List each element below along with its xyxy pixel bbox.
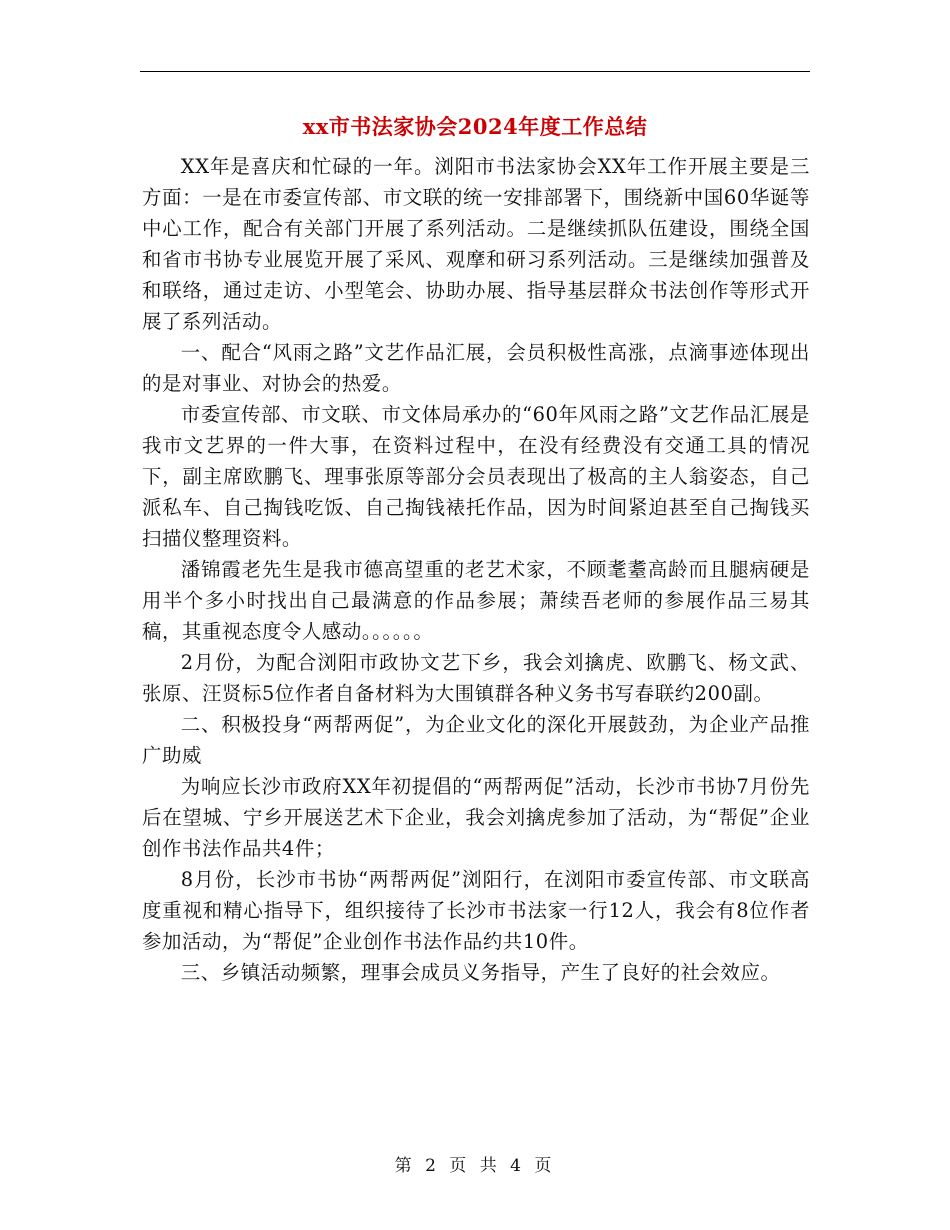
document-body [142,151,810,988]
paragraph: 市委宣传部、市文联、市文体局承办的“60年风雨之路”文艺作品汇展是我市文艺界的一件大事，在资料过程中，在没有经费没有交通工具的情况下，副主席欧鹏飞、理事张原等部分会员表现出了极高的主人翁姿态，自己派私车、自己掏钱吃饭、自己掏钱裱托作品，因为时间紧迫甚至自己掏钱买扫描仪整理资料。 [142,403,810,550]
page-number: 第 2 页 共 4 页 [394,1156,556,1176]
paragraph: 为响应长沙市政府XX年初提倡的“两帮两促”活动，长沙市书协7月份先后在望城、宁乡开展送艺术下企业，我会刘擒虎参加了活动，为“帮促”企业创作书法作品共4件； [142,775,810,860]
paragraph: 8月份，长沙市书协“两帮两促”浏阳行，在浏阳市委宣传部、市文联高度重视和精心指导下，组织接待了长沙市书法家一行12人，我会有8位作者参加活动，为“帮促”企业创作书法作品约共10件。 [142,868,810,953]
paragraph: 潘锦霞老先生是我市德高望重的老艺术家，不顾耄耋高龄而且腿病硬是用半个多小时找出自己最满意的作品参展；萧续吾老师的参展作品三易其稿，其重视态度令人感动。。。。。。 [142,558,810,643]
paragraph: 三、乡镇活动频繁，理事会成员义务指导，产生了良好的社会效应。 [180,961,781,984]
paragraph: 二、积极投身“两帮两促”，为企业文化的深化开展鼓劲，为企业产品推广助威 [142,713,810,767]
paragraph: 一、配合“风雨之路”文艺作品汇展，会员积极性高涨，点滴事迹体现出的是对事业、对协会的热爱。 [142,341,810,395]
paragraph: 2月份，为配合浏阳市政协文艺下乡，我会刘擒虎、欧鹏飞、杨文武、张原、汪贤标5位作者自备材料为大围镇群各种义务书写春联约200副。 [142,651,810,705]
document-title: xx市书法家协会2024年度工作总结 [302,114,648,139]
paragraph: XX年是喜庆和忙碌的一年。浏阳市书法家协会XX年工作开展主要是三方面：一是在市委宣传部、市文联的统一安排部署下，围绕新中国60华诞等中心工作，配合有关部门开展了系列活动。二是继续抓队伍建设，围绕全国和省市书协专业展览开展了采风、观摩和研习系列活动。三是继续加强普及和联络，通过走访、小型笔会、协助办展、指导基层群众书法创作等形式开展了系列活动。 [142,155,810,333]
header-rule [140,71,810,72]
